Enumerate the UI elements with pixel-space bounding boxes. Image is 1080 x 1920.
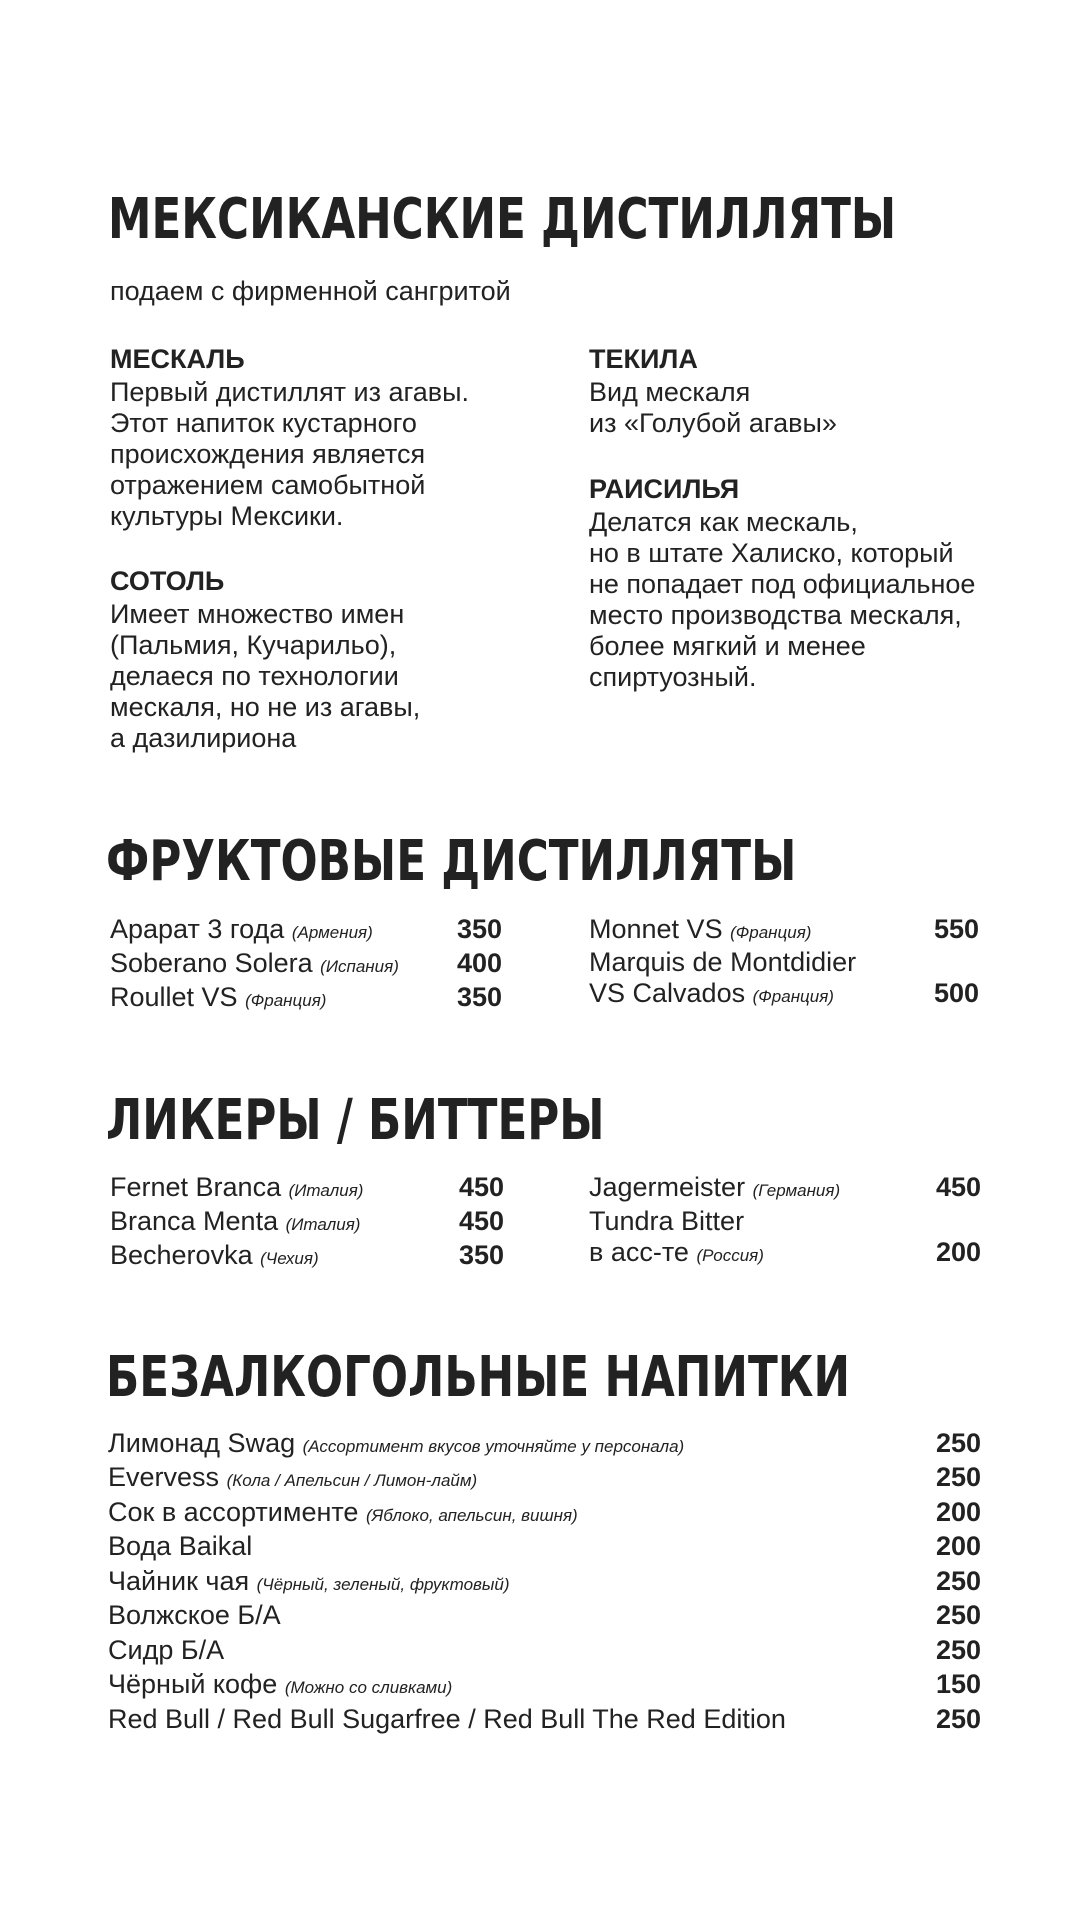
description-line: культуры Мексики. — [110, 501, 344, 531]
item-origin: (Франция) — [752, 987, 834, 1006]
item-origin: (Италия) — [288, 1181, 364, 1200]
item-origin: (Франция) — [245, 991, 327, 1010]
item-origin: (Испания) — [320, 957, 399, 976]
item-name: Сидр Б/А — [108, 1635, 225, 1665]
menu-item — [589, 945, 979, 979]
item-price: 250 — [935, 1600, 981, 1630]
category-heading: ТЕКИЛА — [589, 344, 698, 374]
item-price: 250 — [935, 1428, 981, 1458]
menu-item — [108, 1460, 981, 1494]
item-name: Tundra Bitter — [589, 1206, 745, 1236]
description-line: спиртуозный. — [589, 662, 757, 692]
description-line: мескаля, но не из агавы, — [110, 692, 421, 722]
description-line: но в штате Халиско, который — [589, 538, 954, 568]
category-heading: СОТОЛЬ — [110, 566, 225, 596]
item-name: Red Bull / Red Bull Sugarfree / Red Bull The Red Edition — [108, 1704, 786, 1734]
menu-item — [110, 946, 502, 980]
menu-item — [108, 1529, 981, 1563]
item-price: 500 — [933, 978, 979, 1008]
menu-item — [108, 1667, 981, 1701]
item-price: 250 — [935, 1462, 981, 1492]
item-price: 200 — [935, 1237, 981, 1267]
item-price: 400 — [456, 948, 502, 978]
item-name: Branca Menta — [110, 1206, 279, 1236]
description-line: Вид мескаля — [589, 377, 751, 407]
description-line: из «Голубой агавы» — [589, 408, 837, 438]
item-price: 350 — [456, 914, 502, 944]
item-name: Fernet Branca — [110, 1172, 282, 1202]
category-tequila — [589, 343, 837, 439]
menu-item — [589, 1204, 981, 1238]
category-description — [110, 599, 420, 754]
item-origin: (Чехия) — [260, 1249, 319, 1268]
description-line: (Пальмия, Кучарильо), — [110, 630, 397, 660]
menu-item — [110, 912, 502, 946]
category-sotol — [110, 565, 420, 754]
item-origin: (Яблоко, апельсин, вишня) — [365, 1506, 578, 1525]
item-name: Лимонад Swag — [108, 1428, 296, 1458]
menu-item — [108, 1564, 981, 1598]
item-name: Jagermeister — [589, 1172, 746, 1202]
menu-item — [108, 1598, 981, 1632]
item-name: Арарат 3 года — [110, 914, 285, 944]
item-origin: (Италия) — [285, 1215, 361, 1234]
item-price: 250 — [935, 1566, 981, 1596]
item-name: Marquis de Montdidier — [589, 947, 857, 977]
menu-item — [108, 1633, 981, 1667]
menu-item — [589, 976, 979, 1010]
category-description — [589, 377, 837, 439]
menu-item — [108, 1495, 981, 1529]
item-name: Monnet VS — [589, 914, 723, 944]
item-name: Becherovka — [110, 1240, 253, 1270]
item-name: Soberano Solera — [110, 948, 313, 978]
item-origin: (Россия) — [696, 1246, 764, 1265]
section-title-fruit: ФРУКТОВЫЕ ДИСТИЛЛЯТЫ — [106, 829, 797, 894]
description-line: не попадает под официальное — [589, 569, 976, 599]
item-price: 450 — [458, 1172, 504, 1202]
item-name: Сок в ассортименте — [108, 1497, 359, 1527]
category-raicilla — [589, 473, 975, 693]
item-origin: (Ассортимент вкусов уточняйте у персонала) — [302, 1437, 685, 1456]
description-line: происхождения является — [110, 439, 426, 469]
item-price: 250 — [935, 1635, 981, 1665]
item-name: Чёрный кофе — [108, 1669, 278, 1699]
item-origin: (Чёрный, зеленый, фруктовый) — [256, 1575, 510, 1594]
description-line: место производства мескаля, — [589, 600, 962, 630]
section-title-soft-drinks: БЕЗАЛКОГОЛЬНЫЕ НАПИТКИ — [106, 1345, 851, 1410]
menu-item — [110, 1170, 504, 1204]
description-line: Первый дистиллят из агавы. — [110, 377, 470, 407]
category-heading: РАИСИЛЬЯ — [589, 474, 740, 504]
item-price: 150 — [935, 1669, 981, 1699]
item-name: в асс-те — [589, 1237, 689, 1267]
item-price: 550 — [933, 914, 979, 944]
description-line: более мягкий и менее — [589, 631, 866, 661]
menu-item — [110, 1204, 504, 1238]
item-price: 200 — [935, 1531, 981, 1561]
description-line: Делатся как мескаль, — [589, 507, 858, 537]
item-price: 350 — [458, 1240, 504, 1270]
item-origin: (Кола / Апельсин / Лимон-лайм) — [226, 1471, 478, 1490]
category-description — [110, 377, 469, 532]
section-title-liqueurs: ЛИКЕРЫ / БИТТЕРЫ — [106, 1088, 605, 1153]
section-title-mexican: МЕКСИКАНСКИЕ ДИСТИЛЛЯТЫ — [108, 187, 897, 252]
menu-item — [110, 1238, 504, 1272]
menu-item — [108, 1426, 981, 1460]
description-line: отражением самобытной — [110, 470, 426, 500]
description-line: Этот напиток кустарного — [110, 408, 417, 438]
item-name: VS Calvados — [589, 978, 746, 1008]
item-origin: (Можно со сливками) — [284, 1678, 453, 1697]
category-heading: МЕСКАЛЬ — [110, 344, 245, 374]
category-description — [589, 507, 975, 693]
section-subtitle-mexican: подаем с фирменной сангритой — [110, 276, 511, 306]
item-price: 200 — [935, 1497, 981, 1527]
menu-item — [110, 980, 502, 1014]
item-name: Чайник чая — [108, 1566, 250, 1596]
item-name: Evervess — [108, 1462, 220, 1492]
item-name: Roullet VS — [110, 982, 238, 1012]
description-line: Имеет множество имен — [110, 599, 405, 629]
description-line: делаеся по технологии — [110, 661, 399, 691]
item-price: 350 — [456, 982, 502, 1012]
item-origin: (Армения) — [291, 923, 373, 942]
item-name: Вода Baikal — [108, 1531, 253, 1561]
item-price: 450 — [458, 1206, 504, 1236]
menu-item — [589, 1235, 981, 1269]
menu-item — [108, 1702, 981, 1736]
item-name: Волжское Б/А — [108, 1600, 281, 1630]
menu-item — [589, 1170, 981, 1204]
item-price: 450 — [935, 1172, 981, 1202]
menu-item — [589, 912, 979, 946]
item-origin: (Германия) — [752, 1181, 841, 1200]
item-origin: (Франция) — [730, 923, 812, 942]
item-price: 250 — [935, 1704, 981, 1734]
description-line: а дазилириона — [110, 723, 297, 753]
category-mezcal — [110, 343, 469, 532]
